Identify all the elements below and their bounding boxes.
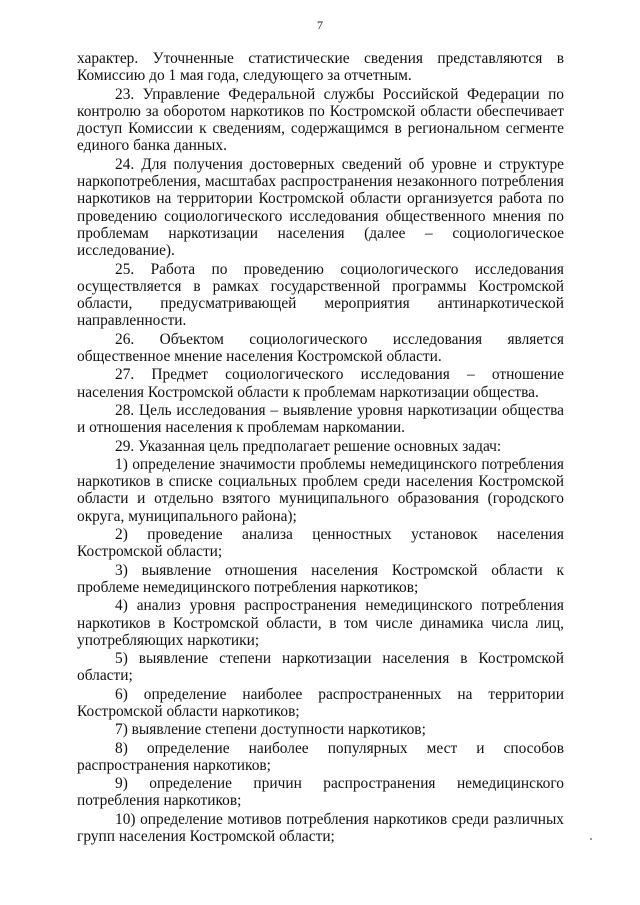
paragraph-23: 23. Управление Федеральной службы Российской Федерации по контролю за оборотом наркотиков по Костромской области обеспечивает доступ Комиссии к сведениям, содержащимся в региональном сегменте единого банка данных. [77, 85, 564, 155]
paragraph-27: 27. Предмет социологического исследования – отношение населения Костромской области к проблемам наркотизации общества. [77, 366, 564, 401]
paragraph-26: 26. Объектом социологического исследования является общественное мнение населения Костромской области. [77, 330, 564, 366]
list-item-3: 3) выявление отношения населения Костромской области к проблеме немедицинского потребления наркотиков; [77, 561, 564, 596]
list-item-7: 7) выявление степени доступности наркотиков; [115, 721, 426, 739]
list-item-2: 2) проведение анализа ценностных установок населения Костромской области; [77, 526, 564, 561]
list-item-1: 1) определение значимости проблемы немедицинского потребления наркотиков в списке социальных проблем среди населения Костромской области и отдельно взятого муниципального образования (городского округа, муниципального района); [77, 455, 564, 525]
paragraph-29: 29. Указанная цель предполагает решение основных задач: [115, 437, 502, 455]
list-item-6: 6) определение наиболее распространенных на территории Костромской области наркотиков; [77, 685, 564, 720]
paragraph-continuation: характер. Уточненные статистические сведения представляются в Комиссию до 1 мая года, следующего за отчетным. [77, 50, 564, 85]
list-item-10: 10) определение мотивов потребления наркотиков среди различных групп населения Костромской области; [77, 810, 564, 846]
list-item-9: 9) определение причин распространения немедицинского потребления наркотиков; [77, 775, 564, 810]
list-item-5: 5) выявление степени наркотизации населения в Костромской области; [77, 650, 564, 685]
page-number: 7 [317, 18, 323, 32]
scan-speck [590, 838, 592, 840]
list-item-4: 4) анализ уровня распространения немедицинского потребления наркотиков в Костромской области, в том числе динамика числа лиц, употребляющих наркотики; [77, 597, 564, 649]
list-item-8: 8) определение наиболее популярных мест и способов распространения наркотиков; [77, 739, 564, 774]
paragraph-28: 28. Цель исследования – выявление уровня наркотизации общества и отношения населения к проблемам наркомании. [77, 401, 564, 437]
paragraph-25: 25. Работа по проведению социологического исследования осуществляется в рамках государственной программы Костромской области, предусматривающей мероприятия антинаркотической направленности. [77, 260, 564, 330]
paragraph-24: 24. Для получения достоверных сведений об уровне и структуре наркопотребления, масштабах распространения незаконного потребления наркотиков на территории Костромской области организуется работа по проведению социологического исследования общественного мнения по проблемам наркотизации населения (далее – социологическое исследование). [77, 155, 564, 260]
document-body [77, 50, 564, 845]
